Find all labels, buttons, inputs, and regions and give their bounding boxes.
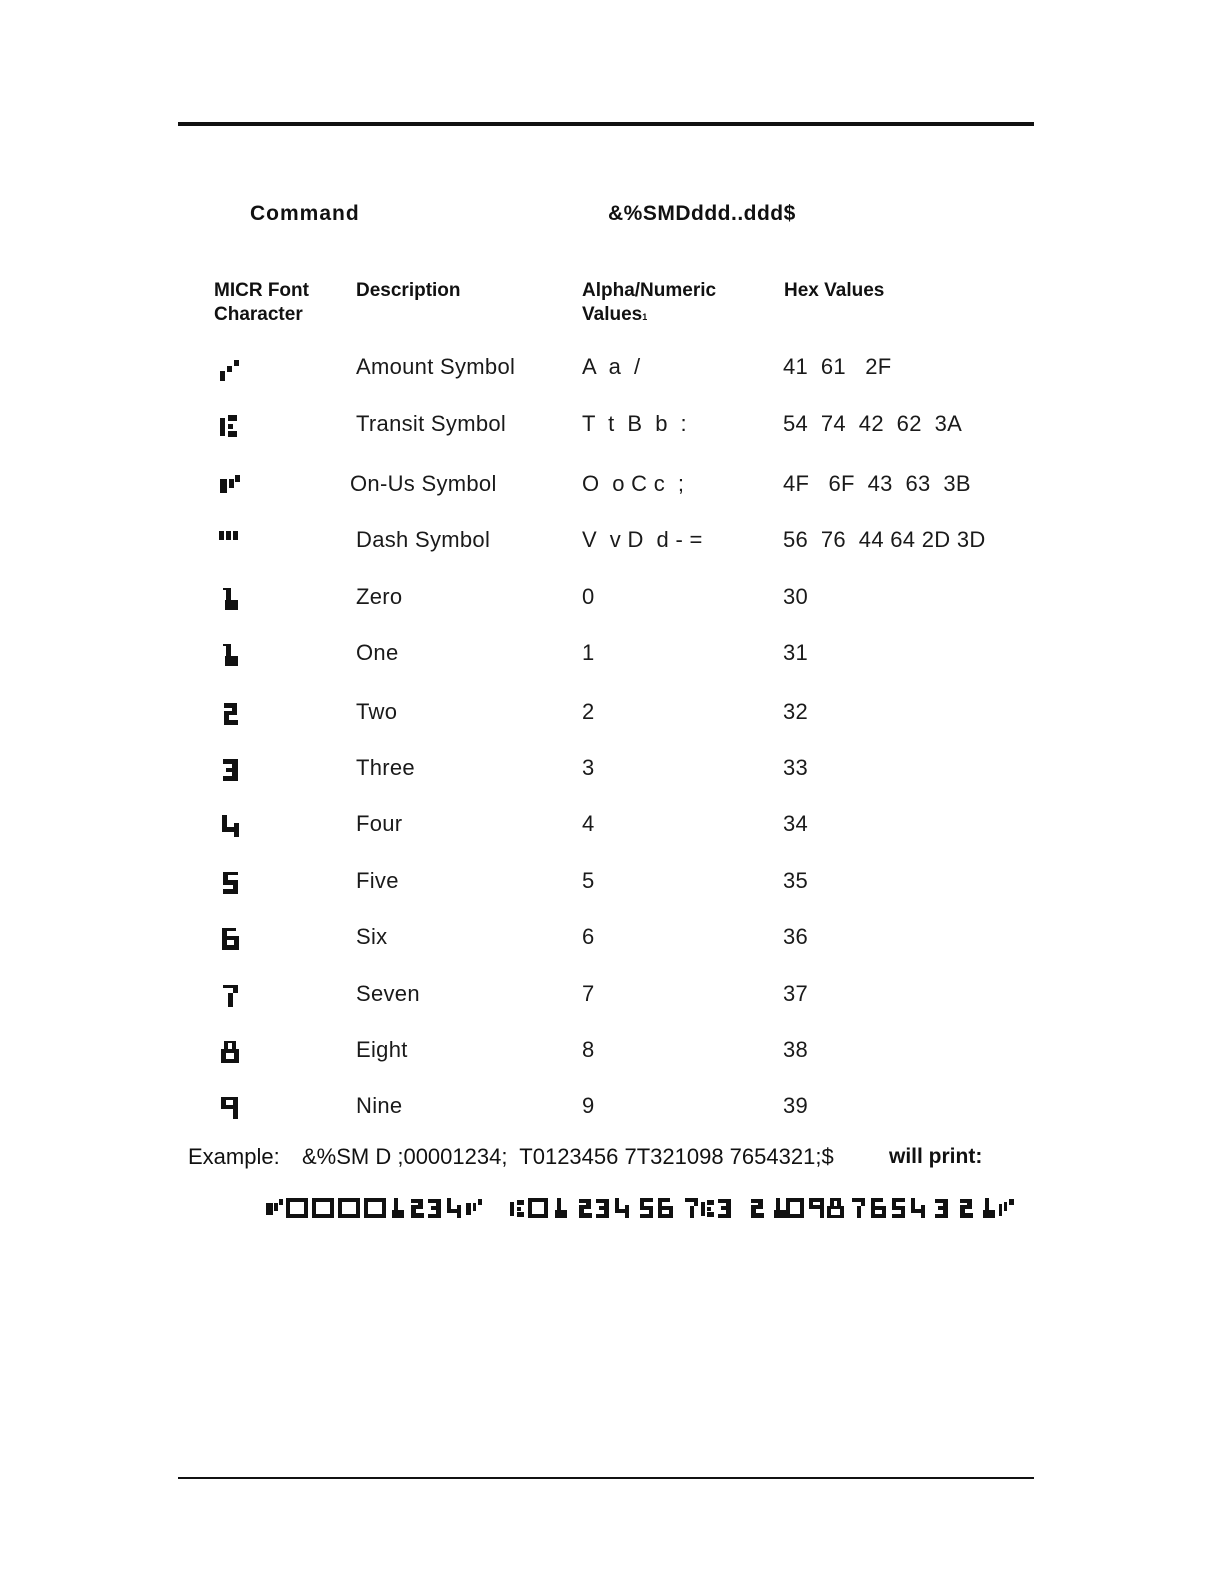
row-description: Dash Symbol <box>356 527 491 552</box>
row-description: Transit Symbol <box>356 411 507 436</box>
header-hex-label: Hex Values <box>784 280 885 301</box>
table-row <box>0 354 1224 406</box>
row-description: Six <box>356 924 388 949</box>
row-description: Seven <box>356 981 420 1006</box>
row-alpha: T t B b : <box>582 411 687 436</box>
example-text: &%SM D ;00001234; T0123456 7T321098 7654321;$ <box>302 1144 834 1169</box>
row-description: Two <box>356 699 398 724</box>
table-row <box>0 584 1224 636</box>
micr-zero-icon <box>218 588 244 616</box>
row-description: Three <box>356 755 415 780</box>
dash-symbol-icon <box>218 531 244 559</box>
micr-one-icon <box>218 644 244 672</box>
row-description: Nine <box>356 1093 403 1118</box>
row-hex: 56 76 44 64 2D 3D <box>783 527 986 552</box>
header-alpha-numeric-values <box>582 279 716 327</box>
table-row <box>0 981 1224 1033</box>
micr-two-icon <box>218 703 244 731</box>
header-micr-font-character <box>214 279 309 327</box>
command-value: &%SMDddd..ddd$ <box>608 202 796 225</box>
row-hex: 4F 6F 43 63 3B <box>783 471 971 496</box>
row-hex: 35 <box>783 868 809 893</box>
row-alpha: 4 <box>582 811 595 836</box>
transit-symbol-icon <box>218 415 244 443</box>
row-hex: 30 <box>783 584 809 609</box>
header-description <box>356 279 461 303</box>
row-hex: 36 <box>783 924 809 949</box>
bottom-rule <box>178 1477 1034 1479</box>
table-row <box>0 411 1224 463</box>
row-hex: 38 <box>783 1037 809 1062</box>
row-hex: 34 <box>783 811 809 836</box>
row-hex: 54 74 42 62 3A <box>783 411 963 436</box>
row-alpha: O o C c ; <box>582 471 685 496</box>
micr-six-icon <box>218 928 244 956</box>
header-alpha-line2: Values <box>582 304 643 325</box>
will-print-label: will print: <box>889 1145 983 1168</box>
micr-four-icon <box>218 815 244 843</box>
on-us-symbol-icon <box>218 475 244 503</box>
command-label: Command <box>250 202 360 225</box>
table-row <box>0 699 1224 751</box>
table-row <box>0 924 1224 976</box>
row-alpha: 3 <box>582 755 595 780</box>
header-micr-line2: Character <box>214 304 303 325</box>
micr-example-output-icon <box>266 1196 1026 1222</box>
table-row <box>0 811 1224 863</box>
row-alpha: 7 <box>582 981 595 1006</box>
table-row <box>0 868 1224 920</box>
amount-symbol-icon <box>218 358 244 386</box>
row-alpha: 2 <box>582 699 595 724</box>
row-hex: 37 <box>783 981 809 1006</box>
table-row <box>0 1037 1224 1089</box>
row-description: Five <box>356 868 399 893</box>
row-description: Eight <box>356 1037 408 1062</box>
row-alpha: 8 <box>582 1037 595 1062</box>
example-label: Example: <box>188 1144 280 1169</box>
micr-five-icon <box>218 872 244 900</box>
table-row <box>0 471 1224 523</box>
row-hex: 39 <box>783 1093 809 1118</box>
table-row <box>0 527 1224 579</box>
header-micr-line1: MICR Font <box>214 280 309 301</box>
header-alpha-line1: Alpha/Numeric <box>582 280 717 301</box>
header-hex-values <box>784 279 884 303</box>
table-row <box>0 640 1224 692</box>
micr-nine-icon <box>218 1097 244 1125</box>
row-hex: 33 <box>783 755 809 780</box>
footnote-marker: 1 <box>642 312 648 322</box>
row-alpha: 0 <box>582 584 595 609</box>
micr-three-icon <box>218 759 244 787</box>
row-description: Zero <box>356 584 403 609</box>
row-alpha: 6 <box>582 924 595 949</box>
row-hex: 32 <box>783 699 809 724</box>
row-description: Four <box>356 811 403 836</box>
row-description: Amount Symbol <box>356 354 516 379</box>
row-description: On-Us Symbol <box>350 471 497 496</box>
row-alpha: 1 <box>582 640 595 665</box>
row-description: One <box>356 640 399 665</box>
header-description-label: Description <box>356 280 461 301</box>
row-alpha: 5 <box>582 868 595 893</box>
micr-seven-icon <box>218 985 244 1013</box>
row-alpha: A a / <box>582 354 641 379</box>
micr-eight-icon <box>218 1041 244 1069</box>
row-hex: 31 <box>783 640 809 665</box>
top-rule <box>178 122 1034 126</box>
table-row <box>0 1093 1224 1145</box>
row-alpha: 9 <box>582 1093 595 1118</box>
row-hex: 41 61 2F <box>783 354 892 379</box>
row-alpha: V v D d - = <box>582 527 703 552</box>
table-row <box>0 755 1224 807</box>
